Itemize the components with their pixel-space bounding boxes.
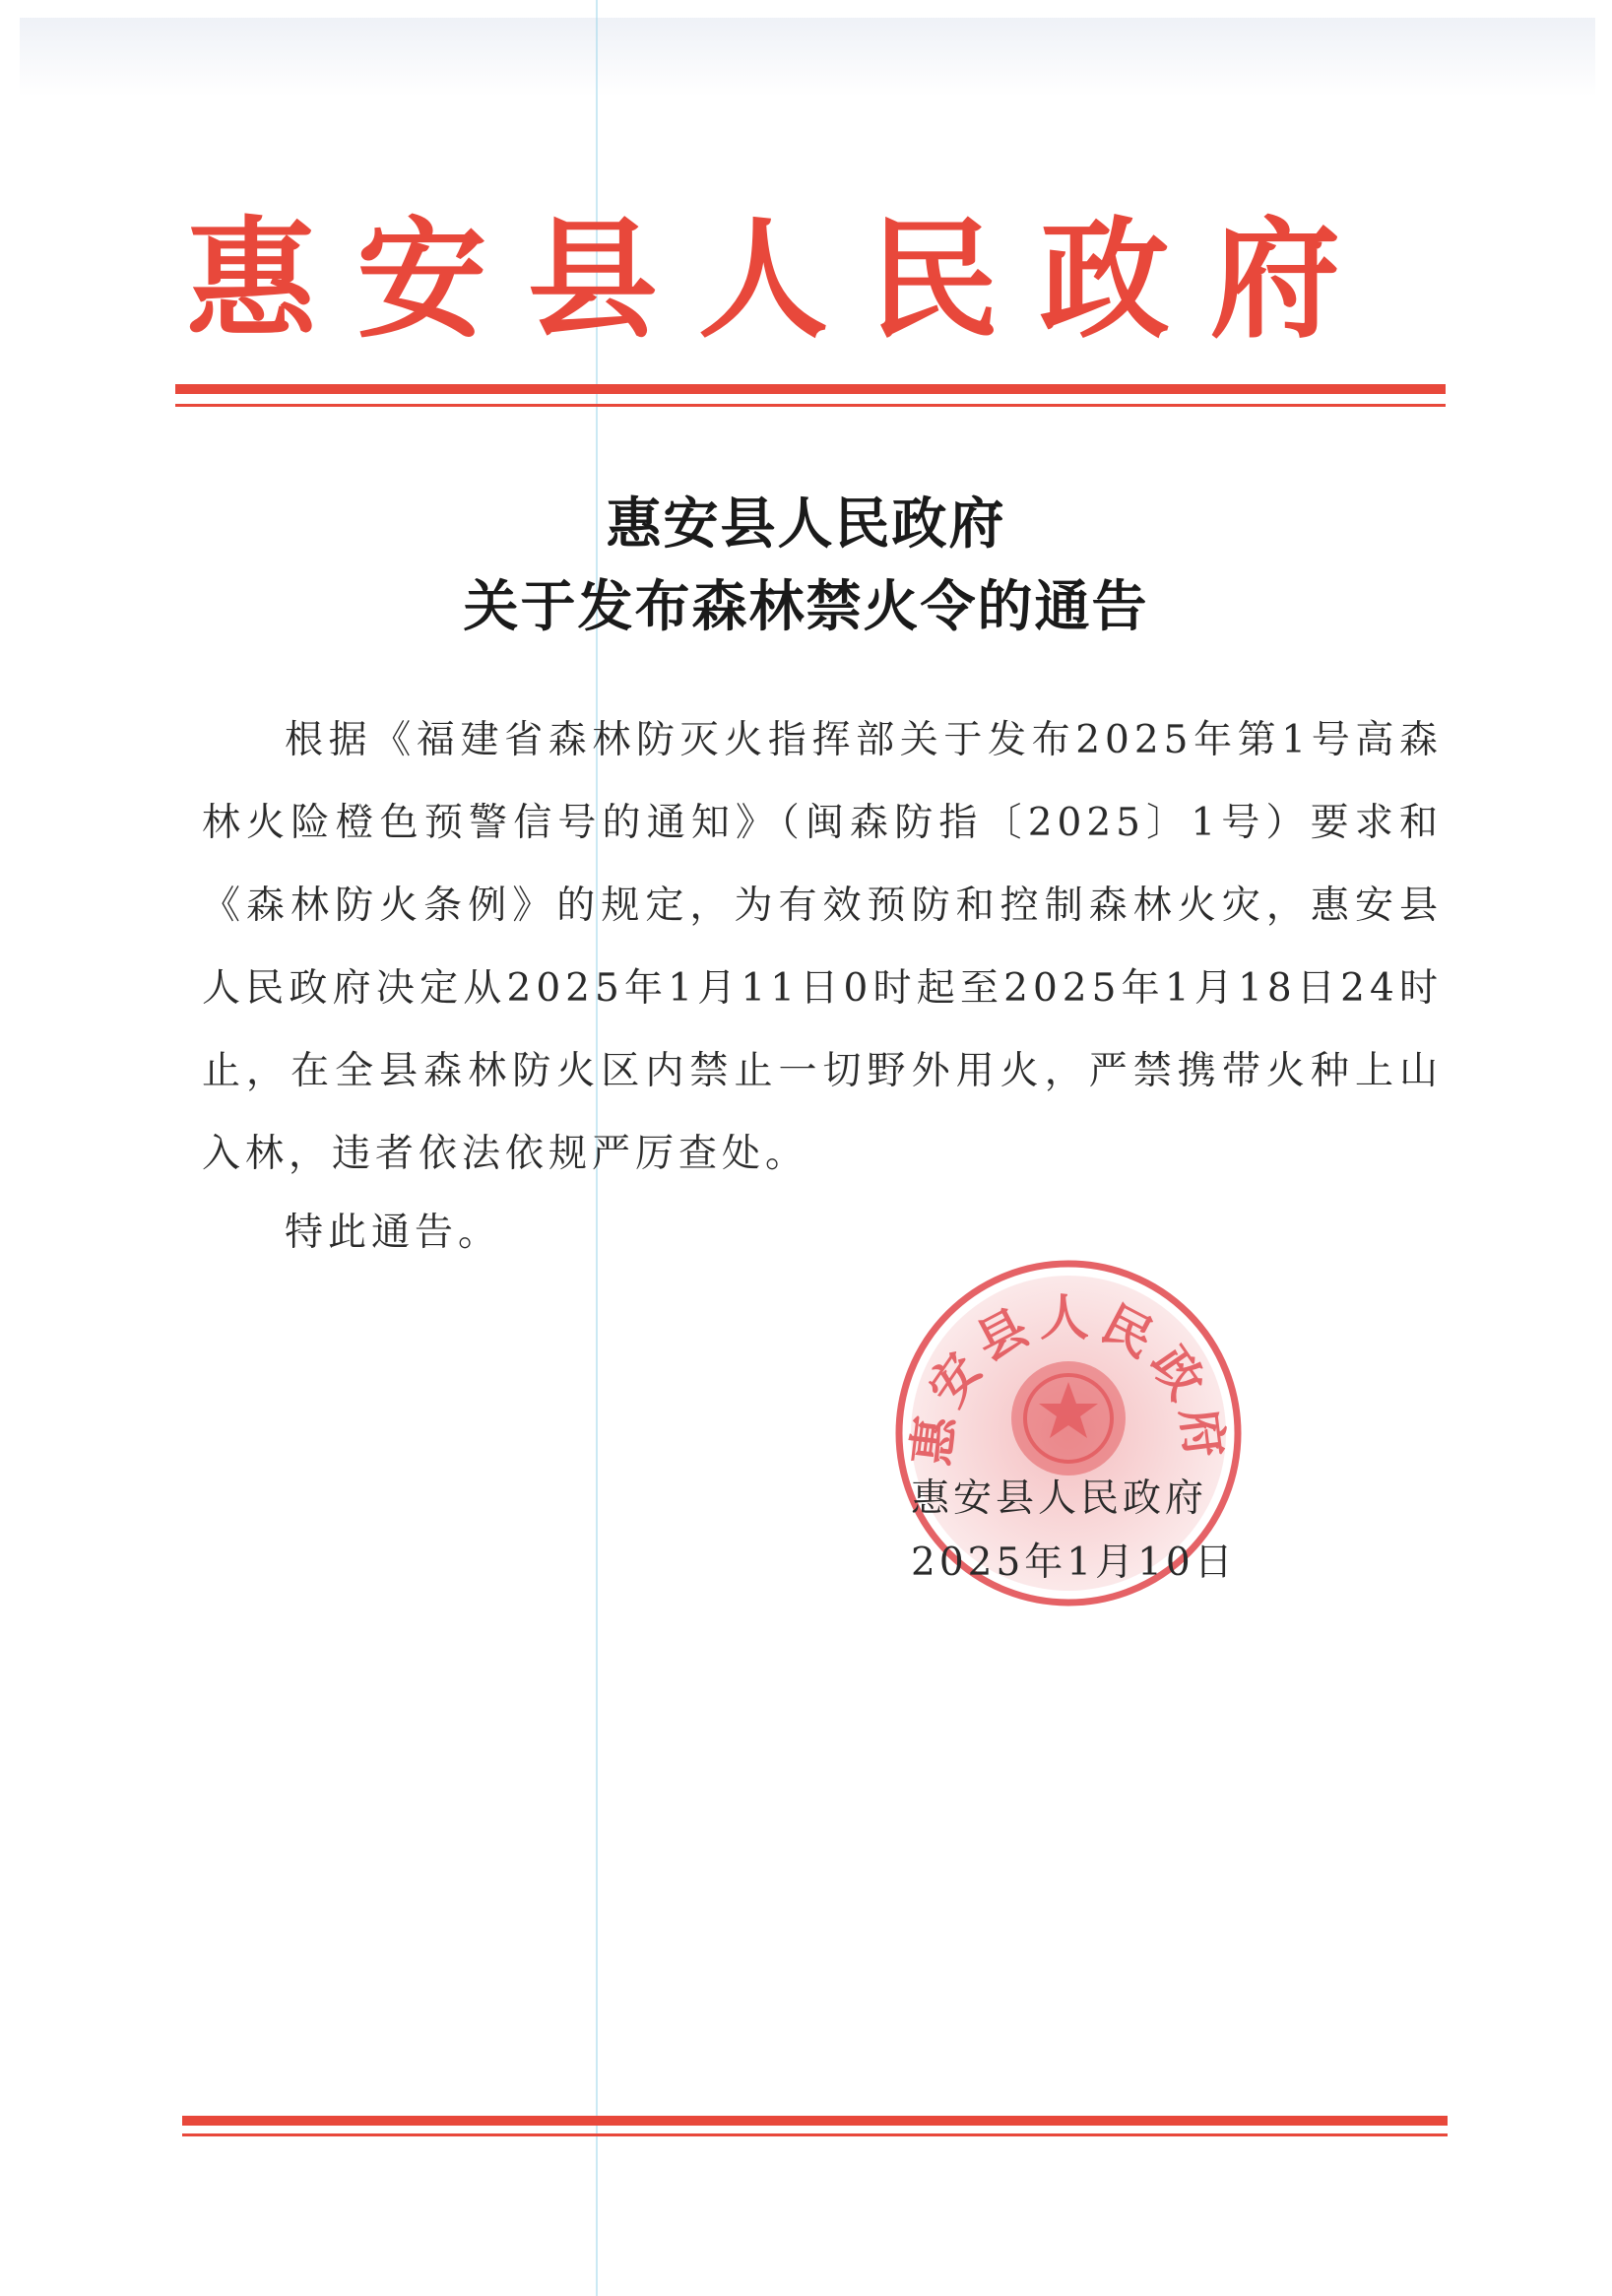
- header-char: 惠: [186, 204, 316, 357]
- document-title-line1: 惠安县人民政府: [606, 492, 1006, 557]
- header-char: 民: [869, 204, 999, 357]
- body-paragraph: 根据《福建省森林防灭火指挥部关于发布2025年第1号高森林火险橙色预警信号的通知》（闽森防指〔2025〕1号）要求和《森林防火条例》的规定，为有效预防和控制森林火灾，惠安县人民政府决定从2025年1月11日0时起至2025年1月18日24时止，在全县森林防火区内禁止一切野外用火，严禁携带火种上山入林，违者依法依规严厉查处。: [202, 718, 1443, 1176]
- header-rule-thin: [175, 404, 1446, 407]
- seal-text: 惠安县人民政府: [901, 1288, 1236, 1469]
- signature-organization: 惠安县人民政府: [911, 1476, 1208, 1521]
- document-title-line2: 关于发布森林禁火令的通告: [463, 574, 1149, 639]
- signature-date: 2025年1月10日: [911, 1541, 1237, 1585]
- header-char: 安: [356, 204, 487, 357]
- footer-rule-thin: [182, 2133, 1448, 2136]
- header-char: 县: [527, 204, 658, 357]
- footer-rule-thick: [182, 2116, 1448, 2126]
- red-header-title: [177, 204, 1349, 357]
- closing-paragraph: 特此通告。: [285, 1211, 502, 1255]
- header-char: 政: [1039, 204, 1170, 357]
- header-rule-thick: [175, 384, 1446, 394]
- header-char: 府: [1209, 204, 1340, 357]
- scan-shadow: [20, 18, 1595, 97]
- header-char: 人: [697, 204, 828, 357]
